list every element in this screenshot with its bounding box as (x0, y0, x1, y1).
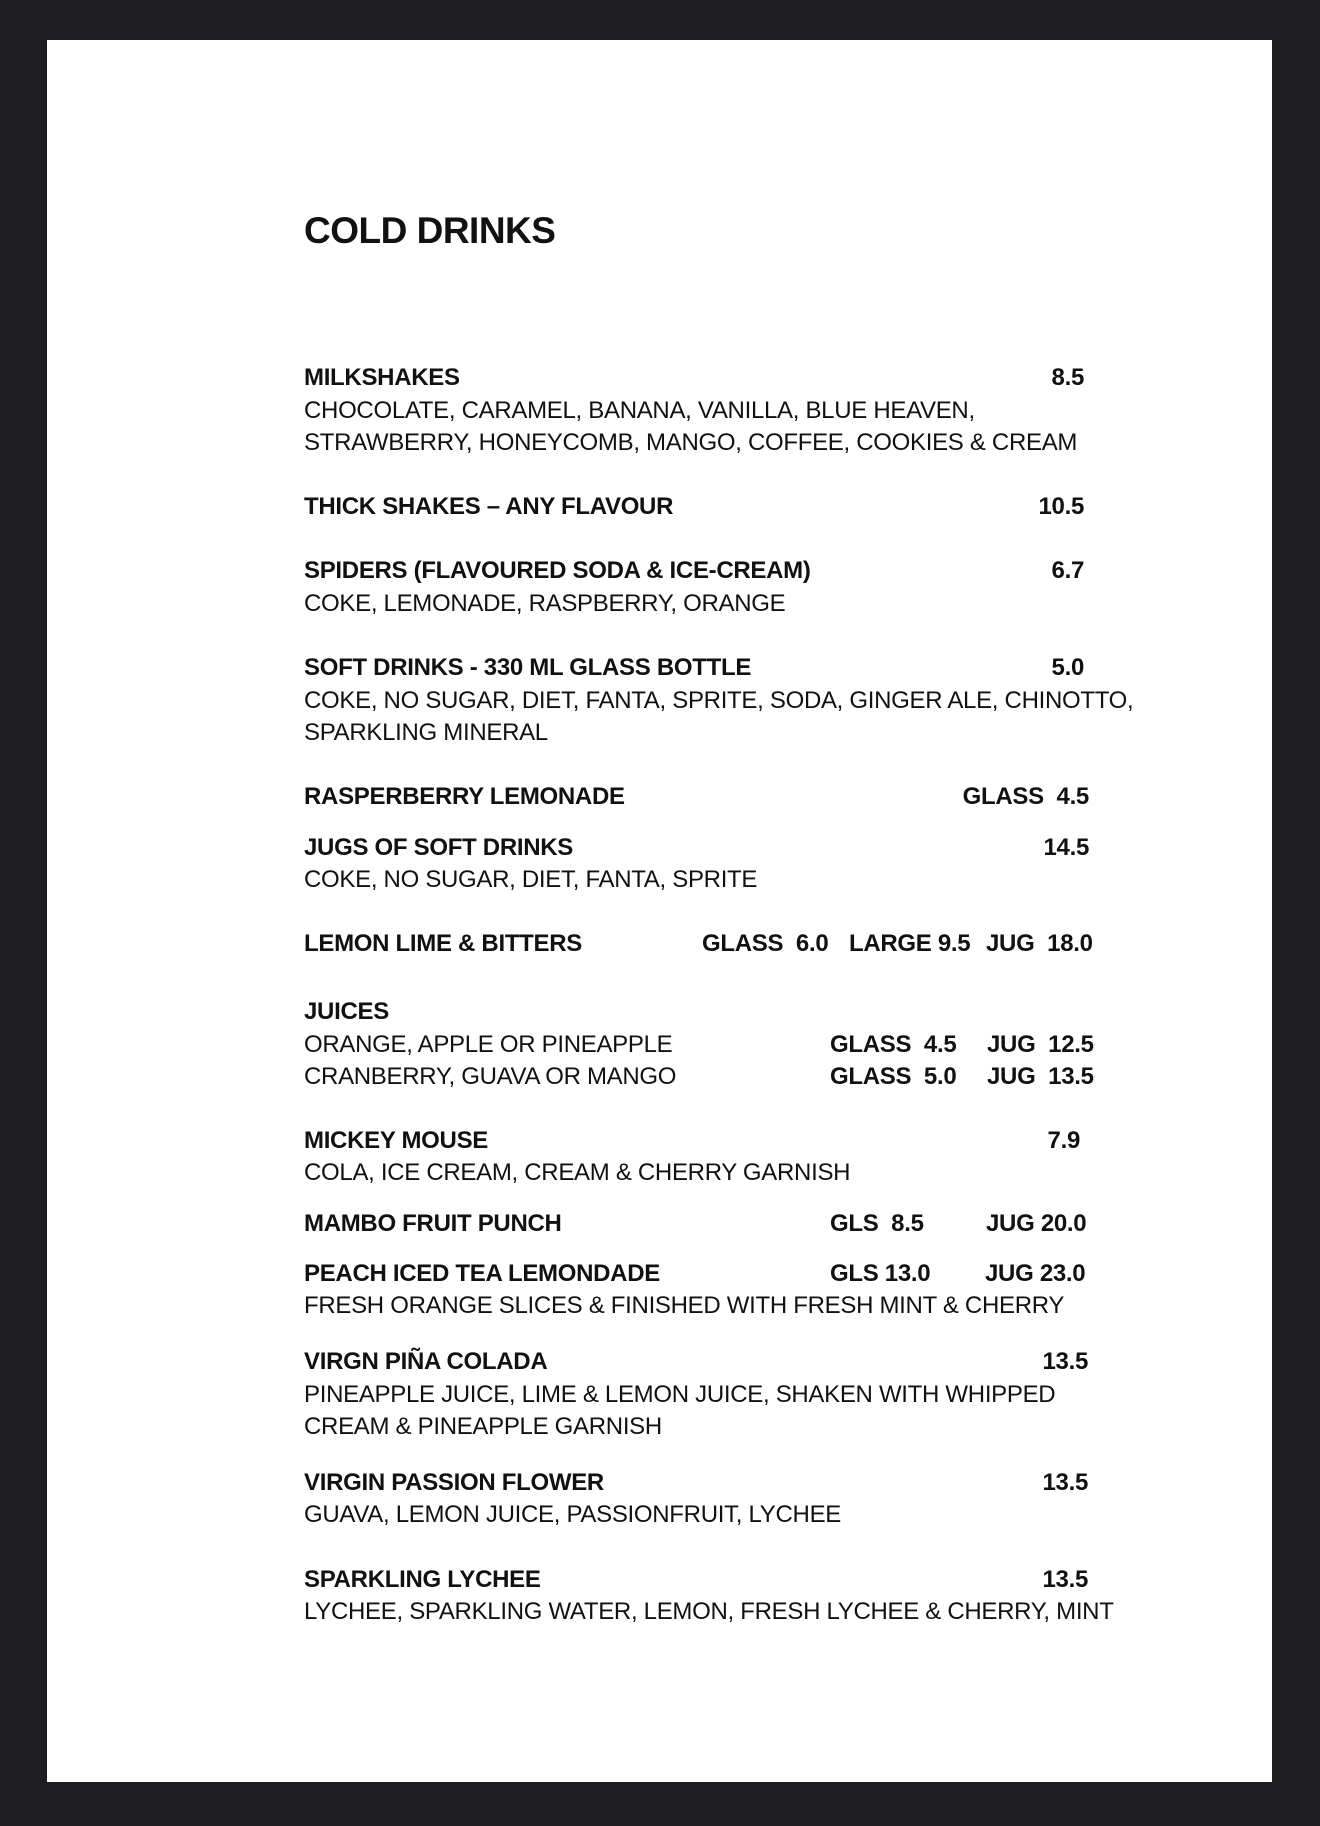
item-price-glass: GLS 8.5 (830, 1210, 924, 1237)
item-description: CRANBERRY, GUAVA OR MANGO (304, 1063, 677, 1090)
item-price-jug: JUG 12.5 (987, 1031, 1094, 1058)
page-title: COLD DRINKS (304, 210, 556, 251)
item-price: 13.5 (1042, 1566, 1088, 1593)
item-price: GLASS 4.5 (962, 783, 1089, 810)
item-price: 6.7 (1051, 557, 1084, 584)
item-description: FRESH ORANGE SLICES & FINISHED WITH FRESH MINT & CHERRY (304, 1292, 1065, 1319)
item-description: ORANGE, APPLE OR PINEAPPLE (304, 1031, 673, 1058)
item-name: SPIDERS (FLAVOURED SODA & ICE-CREAM) (304, 557, 811, 584)
item-name: PEACH ICED TEA LEMONDADE (304, 1260, 660, 1287)
item-name: MICKEY MOUSE (304, 1127, 488, 1154)
item-price: 13.5 (1042, 1469, 1088, 1496)
item-price: 8.5 (1051, 364, 1084, 391)
item-description: COKE, NO SUGAR, DIET, FANTA, SPRITE (304, 866, 758, 893)
item-price: 7.9 (1047, 1127, 1080, 1154)
item-name: JUGS OF SOFT DRINKS (304, 834, 573, 861)
item-description: PINEAPPLE JUICE, LIME & LEMON JUICE, SHAKEN WITH WHIPPED (304, 1381, 1056, 1408)
item-description: SPARKLING MINERAL (304, 719, 548, 746)
item-name: VIRGN PIÑA COLADA (304, 1348, 548, 1375)
item-price-jug: JUG 18.0 (986, 930, 1093, 957)
item-name: RASPERBERRY LEMONADE (304, 783, 625, 810)
item-description: COKE, NO SUGAR, DIET, FANTA, SPRITE, SODA, GINGER ALE, CHINOTTO, (304, 687, 1134, 714)
item-description: LYCHEE, SPARKLING WATER, LEMON, FRESH LYCHEE & CHERRY, MINT (304, 1598, 1114, 1625)
item-price-jug: JUG 20.0 (986, 1210, 1087, 1237)
item-price-glass: GLASS 6.0 (702, 930, 829, 957)
item-description: STRAWBERRY, HONEYCOMB, MANGO, COFFEE, COOKIES & CREAM (304, 429, 1078, 456)
item-description: CHOCOLATE, CARAMEL, BANANA, VANILLA, BLUE HEAVEN, (304, 397, 975, 424)
item-price: 10.5 (1038, 493, 1084, 520)
item-description: COKE, LEMONADE, RASPBERRY, ORANGE (304, 590, 786, 617)
item-name: VIRGIN PASSION FLOWER (304, 1469, 604, 1496)
menu-page (47, 40, 1272, 1782)
item-price-large: LARGE 9.5 (849, 930, 971, 957)
item-price: 14.5 (1043, 834, 1089, 861)
item-price-glass: GLASS 5.0 (830, 1063, 957, 1090)
item-price-jug: JUG 23.0 (985, 1260, 1086, 1287)
item-price-jug: JUG 13.5 (987, 1063, 1094, 1090)
item-price: 5.0 (1051, 654, 1084, 681)
item-price-glass: GLS 13.0 (830, 1260, 931, 1287)
item-description: GUAVA, LEMON JUICE, PASSIONFRUIT, LYCHEE (304, 1501, 841, 1528)
item-price: 13.5 (1042, 1348, 1088, 1375)
item-description: CREAM & PINEAPPLE GARNISH (304, 1413, 662, 1440)
item-name: JUICES (304, 998, 389, 1025)
item-description: COLA, ICE CREAM, CREAM & CHERRY GARNISH (304, 1159, 851, 1186)
item-name: SPARKLING LYCHEE (304, 1566, 541, 1593)
item-name: THICK SHAKES – ANY FLAVOUR (304, 493, 674, 520)
item-name: SOFT DRINKS - 330 ML GLASS BOTTLE (304, 654, 752, 681)
item-price-glass: GLASS 4.5 (830, 1031, 957, 1058)
item-name: LEMON LIME & BITTERS (304, 930, 582, 957)
item-name: MILKSHAKES (304, 364, 460, 391)
item-name: MAMBO FRUIT PUNCH (304, 1210, 562, 1237)
